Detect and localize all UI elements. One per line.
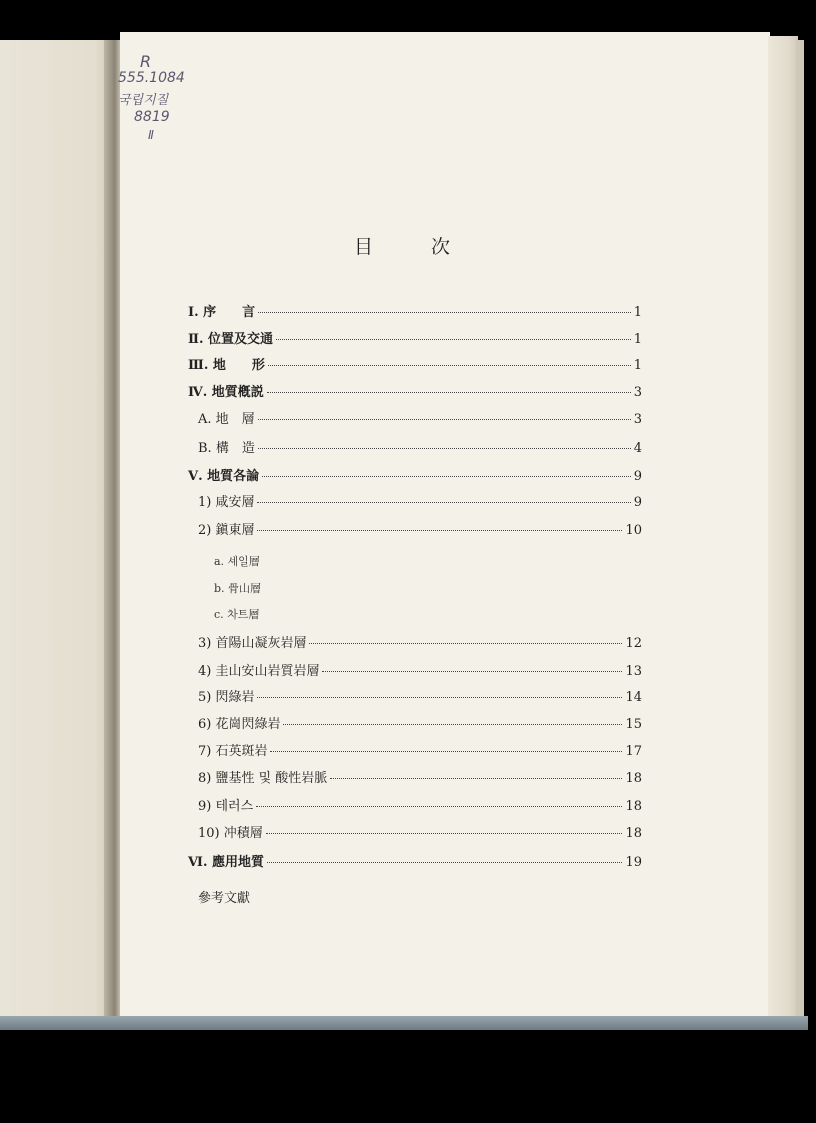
- toc-entry-label: 2) 鎭東層: [198, 523, 255, 538]
- toc-entry-label: 8) 鹽基性 및 酸性岩脈: [198, 771, 328, 786]
- toc-entry-page: 3: [633, 412, 642, 427]
- toc-entry-label: 7) 石英斑岩: [198, 744, 268, 759]
- toc-entry: [214, 553, 614, 571]
- toc-entry: [214, 580, 614, 598]
- toc-entry-page: 18: [625, 799, 642, 814]
- toc-entry: [198, 660, 642, 678]
- toc-entry: [198, 713, 642, 731]
- dot-leader: [257, 502, 630, 503]
- call-number-line-4: 8819: [134, 109, 170, 125]
- dot-leader: [257, 530, 622, 531]
- toc-entry: [214, 606, 614, 624]
- toc-entry: [198, 686, 642, 704]
- toc-entry-page: 1: [633, 305, 642, 320]
- toc-entry: [198, 795, 642, 813]
- toc-entry-label: 6) 花崗閃綠岩: [198, 717, 281, 732]
- call-number-line-5: Ⅱ: [148, 128, 154, 142]
- toc-entry: [188, 328, 642, 346]
- dot-leader: [270, 751, 622, 752]
- toc-entry-page: 3: [633, 385, 642, 400]
- toc-entry-label: Ⅳ. 地質槪説: [188, 385, 264, 400]
- call-number-line-2: 555.1084: [118, 70, 185, 86]
- toc-entry-page: 9: [633, 495, 642, 510]
- toc-entry-label: Ⅰ. 序 言: [188, 305, 256, 320]
- toc-entry: [188, 381, 642, 399]
- dot-leader: [330, 778, 622, 779]
- toc-entry-label: b. 骨山層: [214, 582, 262, 595]
- toc-entry-label: 9) 테러스: [198, 799, 254, 814]
- toc-entry-page: 10: [625, 523, 642, 538]
- toc-entry-page: 1: [633, 358, 642, 373]
- toc-entry-page: 15: [625, 717, 642, 732]
- dot-leader: [258, 419, 631, 420]
- toc-entry: [188, 465, 642, 483]
- toc-entry-page: 4: [633, 441, 642, 456]
- toc-entry-label: A. 地 層: [198, 412, 255, 427]
- toc-entry: [188, 851, 642, 869]
- toc-entry: [198, 437, 642, 455]
- toc-entry-label: 3) 首陽山凝灰岩層: [198, 636, 307, 651]
- toc-entry-label: Ⅴ. 地質各論: [188, 469, 260, 484]
- toc-entry-page: 12: [625, 636, 642, 651]
- toc-entry-label: 10) 冲積層: [198, 826, 263, 841]
- toc-entry: [188, 354, 642, 372]
- toc-entry-label: Ⅵ. 應用地質: [188, 855, 265, 870]
- toc-entry: [188, 301, 642, 319]
- dot-leader: [276, 339, 631, 340]
- toc-entry-page: 14: [625, 690, 642, 705]
- toc-entry: [198, 822, 642, 840]
- toc-entry-page: 17: [625, 744, 642, 759]
- dot-leader: [309, 643, 622, 644]
- dot-leader: [283, 724, 622, 725]
- toc-entry-page: 9: [633, 469, 642, 484]
- call-number-line-3: 국립지질: [118, 93, 169, 108]
- toc-entry: [198, 887, 598, 905]
- dot-leader: [258, 312, 631, 313]
- dot-leader: [266, 833, 623, 834]
- toc-entry-label: 4) 圭山安山岩質岩層: [198, 664, 320, 679]
- toc-entry-label: 5) 閃綠岩: [198, 690, 255, 705]
- toc-entry-page: 18: [625, 771, 642, 786]
- toc-entry-page: 1: [633, 332, 642, 347]
- dot-leader: [258, 448, 631, 449]
- toc-entry-page: 18: [625, 826, 642, 841]
- toc-entry-label: Ⅲ. 地 形: [188, 358, 265, 373]
- toc-entry: [198, 491, 642, 509]
- dot-leader: [267, 392, 631, 393]
- toc-entry-page: 13: [625, 664, 642, 679]
- toc-entry: [198, 767, 642, 785]
- dot-leader: [257, 697, 622, 698]
- dot-leader: [256, 806, 622, 807]
- call-number-line-1: R: [140, 52, 152, 71]
- toc-entry: [198, 519, 642, 537]
- dot-leader: [267, 862, 622, 863]
- toc-entry-page: 19: [625, 855, 642, 870]
- dot-leader: [268, 365, 631, 366]
- toc-entry-label: a. 셰일層: [214, 555, 260, 568]
- toc-entry-label: 參考文獻: [198, 891, 251, 906]
- dot-leader: [322, 671, 622, 672]
- toc-entry-label: B. 構 造: [198, 441, 255, 456]
- toc-entry-label: Ⅱ. 位置及交通: [188, 332, 274, 347]
- dot-leader: [262, 476, 631, 477]
- toc-entry: [198, 740, 642, 758]
- toc-entry: [198, 408, 642, 426]
- toc-entry-label: c. 차트層: [214, 608, 260, 621]
- page-title: 目次: [354, 236, 509, 258]
- toc-entry: [198, 632, 642, 650]
- toc-entry-label: 1) 咸安層: [198, 495, 255, 510]
